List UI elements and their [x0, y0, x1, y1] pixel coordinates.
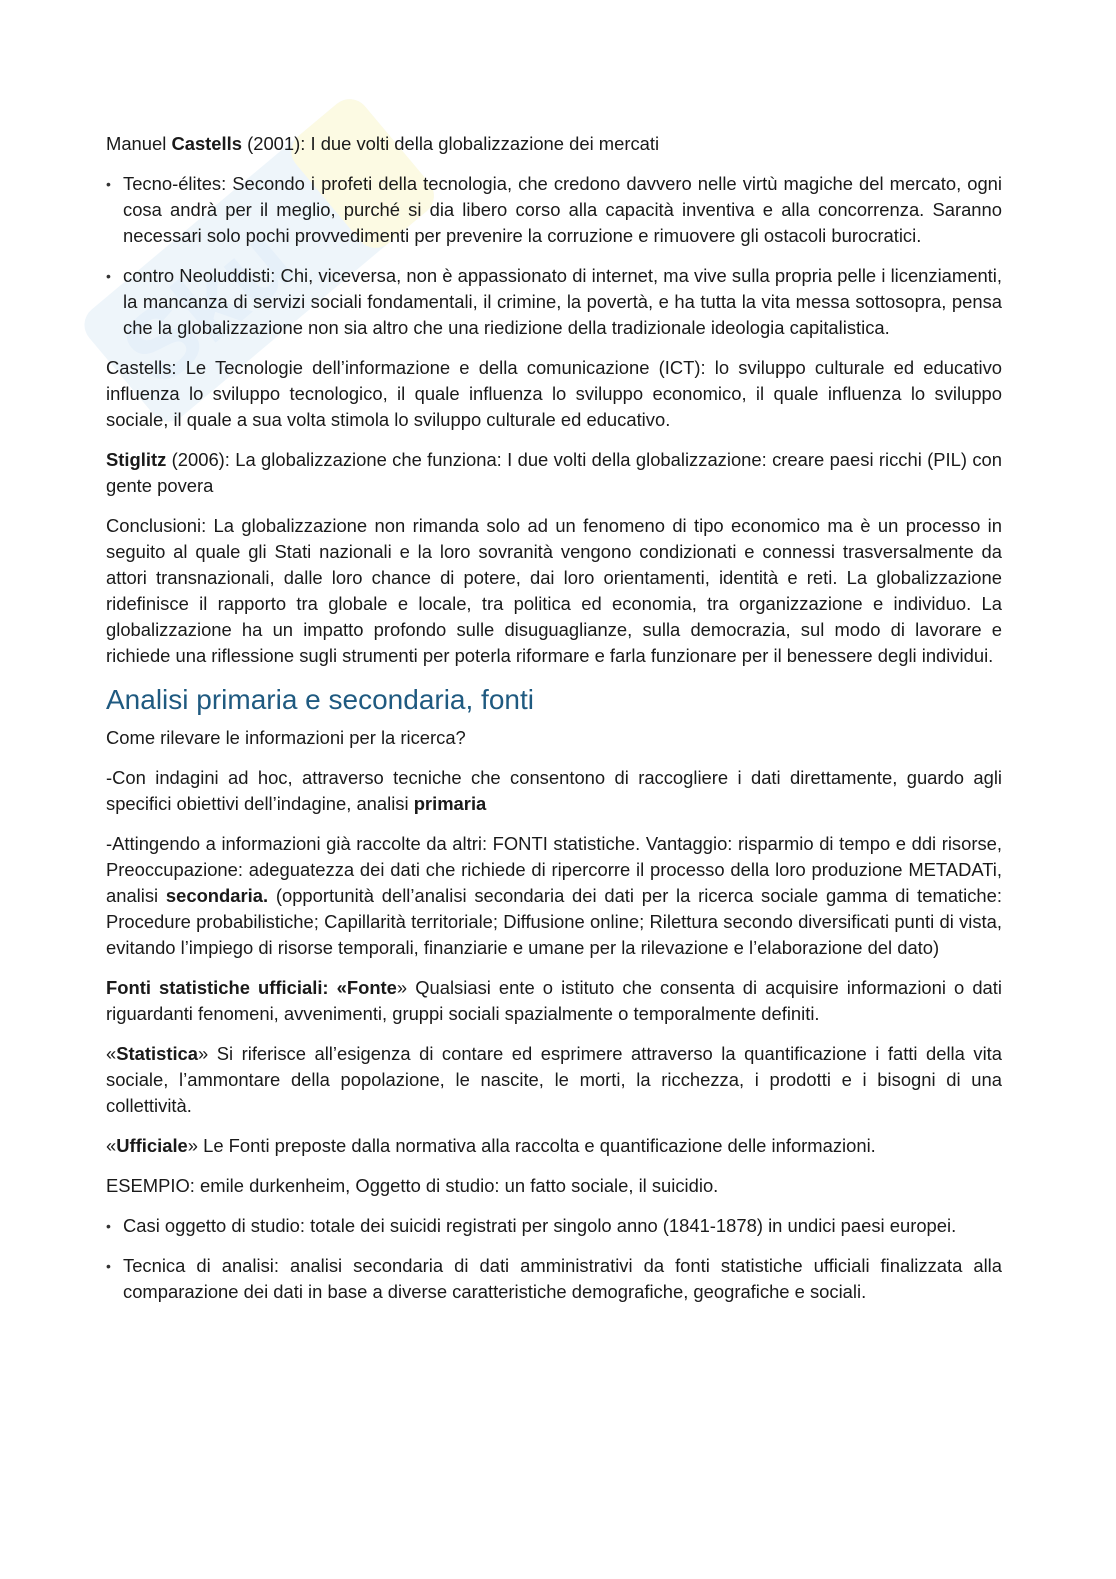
text-segment: -Con indagini ad hoc, attraverso tecniche che consentono di raccogliere i dati direttamente, guardo agli specifici obiettivi dell’indagine, analisi [106, 767, 1002, 814]
bullet-item [106, 1253, 1002, 1305]
text-segment: » Le Fonti preposte dalla normativa alla raccolta e quantificazione delle informazioni. [187, 1135, 876, 1156]
text-segment: Analisi primaria e secondaria, fonti [106, 684, 534, 715]
document-body [106, 131, 1002, 1319]
paragraph [106, 1133, 1002, 1159]
svg-text:Sku: Sku [101, 203, 314, 407]
text-segment: » Qualsiasi ente o istituto che consenta di acquisire informazioni o dati riguardanti fenomeni, avvenimenti, gruppi sociali spazialmente o temporalmente definiti. [106, 977, 1002, 1024]
section-heading [106, 683, 1002, 717]
paragraph [106, 765, 1002, 817]
paragraph [106, 131, 1002, 157]
bullet-item [106, 263, 1002, 341]
text-segment: Tecnica di analisi: analisi secondaria di dati amministrativi da fonti statistiche ufficiali finalizzata alla comparazione dei dati in base a diverse caratteristiche demografiche, geografiche e sociali. [123, 1255, 1002, 1302]
bold-text: Stiglitz [106, 449, 167, 470]
paragraph [106, 447, 1002, 499]
text-segment: contro Neoluddisti: Chi, viceversa, non è appassionato di internet, ma vive sulla propria pelle i licenziamenti, la mancanza di servizi sociali fondamentali, il crimine, la povertà, e ha tutta la vita messa sottosopra, pensa che la globalizzazione non sia altro che una riedizione della tradizionale ideologia capitalistica. [123, 265, 1002, 338]
paragraph [106, 975, 1002, 1027]
paragraph [106, 513, 1002, 669]
paragraph [106, 355, 1002, 433]
text-segment: Castells: Le Tecnologie dell’informazione e della comunicazione (ICT): lo sviluppo culturale ed educativo influenza lo sviluppo tecnologico, il quale influenza lo sviluppo economico, il quale influenza lo sviluppo sociale, il quale a sua volta stimola lo sviluppo culturale ed educativo. [106, 357, 1002, 430]
bold-text: Statistica [116, 1043, 199, 1064]
bold-text: Fonti statistiche ufficiali: «Fonte [106, 977, 397, 998]
bold-text: Castells [171, 133, 242, 154]
text-segment: » Si riferisce all’esigenza di contare ed esprimere attraverso la quantificazione i fatti della vita sociale, l’ammontare della popolazione, le nascite, le morti, la ricchezza, i prodotti e i bisogni di una collettività. [106, 1043, 1002, 1116]
text-segment: Tecno-élites: Secondo i profeti della tecnologia, che credono davvero nelle virtù magiche del mercato, ogni cosa andrà per il meglio, purché si dia libero corso alla capacità inventiva e alla concorrenza. Saranno necessari solo pochi provvedimenti per prevenire la corruzione e rimuovere gli ostacoli burocratici. [123, 173, 1002, 246]
bullet-item [106, 171, 1002, 249]
text-segment: (opportunità dell’analisi secondaria dei dati per la ricerca sociale gamma di tematiche: Procedure probabilistiche; Capillarità territoriale; Diffusione online; Rilettura secondo diversificati punti di vista, evitando l’impiego di risorse temporali, finanziarie e umane per la rilevazione e l’elaborazione del dato) [106, 885, 1002, 958]
text-segment: « [106, 1135, 117, 1156]
bold-text: Ufficiale [116, 1135, 188, 1156]
paragraph [106, 1041, 1002, 1119]
text-segment: Manuel [106, 133, 172, 154]
bullet-item [106, 1213, 1002, 1239]
paragraph [106, 1173, 1002, 1199]
text-segment: ESEMPIO: emile durkenheim, Oggetto di studio: un fatto sociale, il suicidio. [106, 1175, 719, 1196]
text-segment: Come rilevare le informazioni per la ricerca? [106, 727, 466, 748]
text-segment: (2006): La globalizzazione che funziona: I due volti della globalizzazione: creare paesi ricchi (PIL) con gente povera [106, 449, 1002, 496]
text-segment: -Attingendo a informazioni già raccolte da altri: FONTI statistiche. Vantaggio: risparmio di tempo e ddi risorse, Preoccupazione: adeguatezza dei dati che richiede di ripercorre il processo della loro produzione METADATi, analisi [106, 833, 1002, 906]
text-segment: Casi oggetto di studio: totale dei suicidi registrati per singolo anno (1841-1878) in undici paesi europei. [123, 1215, 957, 1236]
text-segment: Conclusioni: La globalizzazione non rimanda solo ad un fenomeno di tipo economico ma è un processo in seguito al quale gli Stati nazionali e la loro sovranità vengono condizionati e connessi trasversalmente da attori transnazionali, dalle loro chance di potere, dai loro orientamenti, identità e reti. La globalizzazione ridefinisce il rapporto tra globale e locale, tra politica ed economia, tra organizzazione e individuo. La globalizzazione ha un impatto profondo sulle disuguaglianze, sulla democrazia, sul modo di lavorare e richiede una riflessione sugli strumenti per poterla riformare e farla funzionare per il benessere degli individui. [106, 515, 1002, 666]
paragraph [106, 831, 1002, 961]
text-segment: (2001): I due volti della globalizzazione dei mercati [241, 133, 660, 154]
text-segment: « [106, 1043, 117, 1064]
bold-text: primaria [413, 793, 487, 814]
paragraph [106, 725, 1002, 751]
bold-text: secondaria. [165, 885, 269, 906]
